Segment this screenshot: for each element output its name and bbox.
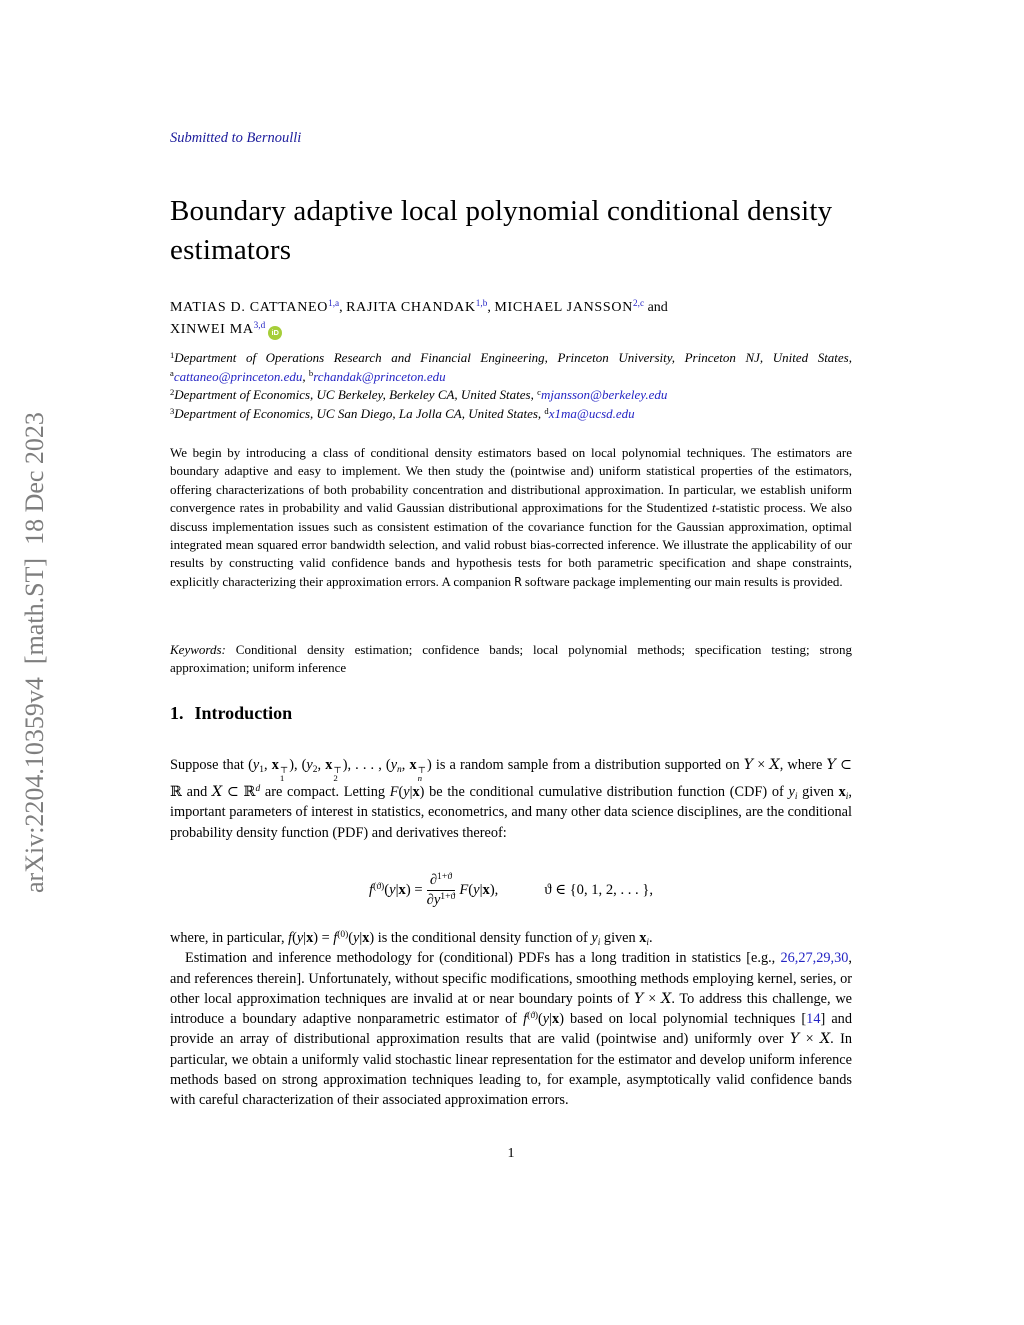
text-segment: n (397, 764, 402, 775)
citation-links[interactable]: 26,27,29,30 (780, 950, 849, 967)
author-affil-sup[interactable]: 3,d (253, 320, 266, 331)
equation-fraction (427, 872, 456, 909)
text-segment: X (211, 784, 223, 801)
text-segment: f (523, 1011, 528, 1028)
text-segment: Y (789, 1031, 800, 1048)
text-segment: Department of Operations Research and Financial Engineering, Princeton University, Princeton NJ, United States, (174, 350, 852, 365)
equation-lhs (369, 882, 423, 899)
text-segment: Y (634, 990, 644, 1007)
text-segment: ) is a random sample from a distribution supported on (426, 757, 744, 773)
text-segment: , (339, 300, 347, 315)
text-segment: F (459, 881, 469, 898)
text-segment: ϑ ∈ {0, 1, 2, . . . }, (544, 882, 653, 899)
text-segment: f (369, 881, 374, 898)
orcid-icon[interactable] (268, 326, 282, 340)
text-segment: × (753, 757, 770, 773)
text-segment: . To address this challenge, we introduce a boundary adaptive nonparametric estimator of (170, 990, 853, 1028)
math-supsub: ⊤ 1 (279, 764, 289, 783)
text-segment: ⊂ ℝ (222, 784, 256, 801)
author-affil-sup[interactable]: 2,c (633, 298, 645, 309)
text-segment: , (263, 757, 272, 773)
abstract-text (170, 444, 852, 591)
text-segment: y (252, 757, 260, 773)
text-segment: , (317, 757, 326, 773)
text-segment: x (362, 930, 370, 946)
text-segment: ( (292, 930, 297, 946)
math-supsub: ⊤ n (417, 764, 426, 783)
affiliation-list (170, 349, 852, 423)
author-affil-sup[interactable]: 1,a (328, 298, 340, 309)
text-segment: , and references therein]. Unfortunately, without specific modifications, smoothing methods employing kernel, series, or other local approximation techniques are invalid at or near boundary points of (170, 950, 852, 1007)
text-segment: ) based on local polynomial techniques [ (559, 1011, 807, 1028)
keywords-line (170, 641, 852, 678)
text-segment: x (398, 881, 406, 898)
text-segment: x (639, 930, 647, 946)
text-segment: y (296, 930, 304, 946)
author-name: MATIAS D. CATTANEO (170, 300, 329, 315)
email-link[interactable]: mjansson@berkeley.edu (540, 387, 668, 403)
text-segment: R (514, 574, 522, 589)
text-segment: x (552, 1011, 560, 1028)
affiliation-3 (170, 405, 852, 424)
text-segment: where, in particular, (170, 930, 289, 946)
text-segment: (0) (337, 930, 349, 941)
text-segment: ), . . . , ( (342, 757, 391, 773)
email-link[interactable]: x1ma@ucsd.edu (548, 405, 635, 421)
fraction-numerator (427, 872, 455, 891)
text-segment: ( (398, 784, 404, 801)
text-segment: given (600, 930, 640, 946)
text-segment: y (542, 1011, 550, 1028)
text-segment: Conditional density estimation; confidence bands; local polynomial methods; specification testing; strong approximation; uniform inference (170, 642, 852, 676)
text-segment: ) = (313, 930, 334, 946)
section-title: Introduction (194, 703, 293, 723)
text-segment: , where (779, 757, 827, 773)
text-segment: ] and provide an array of distributional approximation results that are valid (pointwise and) uniformly over (170, 1011, 852, 1048)
arxiv-watermark: arXiv:2204.10359v4 [math.ST] 18 Dec 2023 (20, 412, 49, 894)
text-segment: y (473, 881, 480, 898)
text-segment: y (306, 757, 313, 773)
text-segment: Department of Economics, UC San Diego, La Jolla CA, United States, (174, 405, 545, 421)
text-segment: | (359, 930, 363, 946)
text-segment: F (389, 784, 399, 801)
text-segment: . (649, 930, 653, 946)
equation-condition (544, 881, 653, 899)
text-segment: , important parameters of interest in statistics, econometrics, and many other data science disciplines, are the conditional probability density function (PDF) and derivatives thereof: (170, 784, 852, 841)
intro-paragraph-block (170, 928, 852, 1111)
text-segment: y (591, 930, 598, 946)
text-segment: f (288, 930, 293, 946)
text-segment: X (661, 990, 672, 1007)
text-segment: × (799, 1031, 820, 1048)
text-segment: Y (743, 757, 754, 773)
text-segment: y (390, 757, 398, 773)
text-segment: ∂ (426, 891, 434, 908)
text-segment: Department of Economics, UC Berkeley, Berkeley CA, United States, (174, 387, 538, 403)
text-segment: y (433, 891, 441, 908)
text-segment: ) be the conditional cumulative distribution function (CDF) of (419, 784, 789, 801)
page-number: 1 (507, 1146, 515, 1161)
text-segment: ⊂ ℝ and (170, 757, 852, 801)
text-segment: . In particular, we obtain a uniformly valid stochastic linear representation for the estimator and develop uniform inference methods based on strong approximation techniques leading to, for example, asymptotically valid confidence bands with careful characterization of their associated approximation errors. (170, 1031, 852, 1109)
citation-link[interactable]: 14 (806, 1011, 821, 1028)
fraction-denominator (427, 891, 456, 909)
text-segment: × (643, 990, 662, 1007)
text-segment: | (549, 1011, 553, 1028)
text-segment: are compact. Letting (260, 784, 390, 801)
text-segment: y (353, 930, 360, 946)
text-segment: | (303, 930, 307, 946)
text-segment: , (401, 757, 410, 773)
text-segment: | (409, 784, 413, 801)
text-segment: d (544, 405, 549, 416)
text-segment: i (794, 791, 798, 802)
text-segment: Keywords: (170, 642, 236, 657)
text-segment: y (389, 881, 396, 898)
text-segment: 1 (259, 764, 264, 775)
text-segment: ( (384, 881, 390, 898)
text-segment: (ϑ) (527, 1011, 539, 1022)
text-segment: x (325, 757, 333, 773)
text-segment: Suppose that ( (170, 757, 253, 773)
text-segment: ) is the conditional density function of (369, 930, 592, 946)
math-supsub: ⊤ 2 (333, 764, 342, 783)
text-segment: y (403, 784, 410, 801)
text-segment: , (487, 300, 495, 315)
text-segment: ( (538, 1011, 543, 1028)
text-segment: x (412, 784, 420, 801)
authors-line-2-text (170, 322, 265, 337)
paper-title: Boundary adaptive local polynomial conditional density estimators (170, 195, 833, 266)
intro-paragraph-2 (170, 928, 852, 948)
text-segment: x (838, 784, 846, 801)
authors-line-1 (170, 297, 852, 319)
text-segment: ), ( (289, 757, 307, 773)
text-segment: Y (826, 757, 836, 773)
text-segment: X (769, 757, 780, 773)
text-segment: i (845, 791, 849, 802)
submitted-note[interactable]: Submitted to Bernoulli (170, 130, 302, 146)
affiliation-1 (170, 349, 852, 386)
author-list (170, 297, 852, 341)
section-number: 1. (170, 703, 184, 723)
text-segment: x (482, 881, 490, 898)
text-segment: Estimation and inference methodology for (conditional) PDFs has a long tradition in statistics [e.g., (185, 950, 781, 967)
text-segment: 1 (170, 349, 175, 360)
equation-rhs (459, 882, 498, 899)
text-segment: , (302, 368, 309, 384)
text-segment: and (644, 300, 668, 315)
text-segment: 2 (170, 386, 175, 397)
section-heading-introduction (170, 703, 292, 724)
text-segment: d (255, 784, 261, 795)
intro-paragraph-3 (170, 948, 852, 1110)
text-segment: | (395, 881, 399, 898)
intro-paragraph-1 (170, 755, 852, 843)
text-segment: ( (468, 881, 474, 898)
text-segment: i (597, 937, 601, 948)
author-name: MICHAEL JANSSON (494, 300, 634, 315)
text-segment: (ϑ) (373, 880, 385, 892)
email-link[interactable]: cattaneo@princeton.edu (173, 368, 303, 384)
author-affil-sup[interactable]: 1,b (475, 298, 488, 309)
text-segment: ( (348, 930, 353, 946)
text-segment: x (306, 930, 314, 946)
orcid-icon-label: iD (271, 328, 279, 337)
text-segment: -statistic process. We also discuss implementation issues such as consistent estimation of the covariance function for the Gaussian approximation, optimal integrated mean squared error bandwidth selection, and valid robust bias-corrected inference. We illustrate the applicability of our results by constructing valid confidence bands and hypothesis tests for both parametric specification and shape constraints, explicitly characterizing their approximation errors. A companion (170, 500, 852, 589)
text-segment: x (271, 757, 279, 773)
text-segment: 3 (170, 405, 175, 416)
text-segment: c (537, 386, 541, 397)
text-segment: 1+ϑ (437, 871, 453, 883)
author-name: RAJITA CHANDAK (346, 300, 476, 315)
text-segment: ∂ (429, 872, 438, 888)
text-segment: 2 (312, 764, 318, 775)
text-segment: i (646, 937, 650, 948)
text-segment: 1+ϑ (440, 890, 456, 902)
text-segment: x (409, 757, 417, 773)
text-segment: X (819, 1031, 831, 1048)
text-segment: | (479, 881, 483, 898)
text-segment: software package implementing our main results is provided. (521, 573, 843, 589)
text-segment: ), (489, 881, 499, 898)
text-segment: a (170, 368, 174, 379)
text-segment: f (333, 930, 338, 946)
text-segment: b (308, 368, 314, 379)
affiliation-2 (170, 386, 852, 405)
text-segment: t (711, 500, 716, 516)
text-segment: ) = (405, 881, 423, 898)
email-link[interactable]: rchandak@princeton.edu (313, 368, 446, 384)
text-segment: y (788, 784, 795, 801)
authors-line-2 (170, 319, 852, 341)
text-segment: We begin by introducing a class of conditional density estimators based on local polynomial techniques. The estimators are boundary adaptive and easy to implement. We then study the (pointwise and) uniform statistical properties of the estimators, offering characterizations of both probability concentration and distributional approximation. In particular, we establish uniform convergence rates in probability and valid Gaussian distributional approximations for the Studentized (170, 445, 852, 516)
display-equation (170, 872, 852, 909)
author-name: XINWEI MA (170, 322, 254, 337)
text-segment: given (797, 784, 839, 801)
